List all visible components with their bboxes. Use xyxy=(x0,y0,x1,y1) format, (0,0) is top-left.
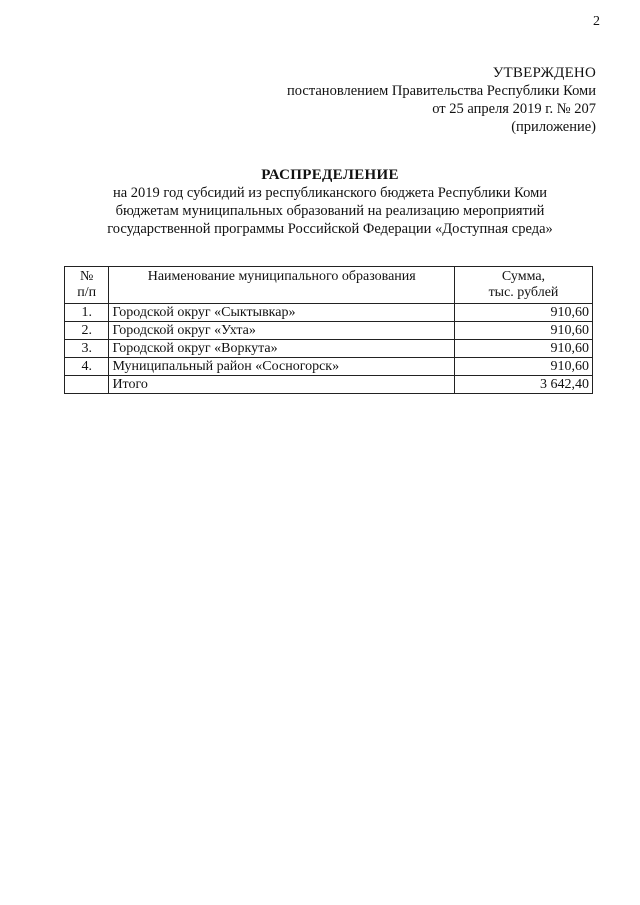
row-number: 2. xyxy=(65,322,109,340)
approval-line: постановлением Правительства Республики Коми xyxy=(287,83,596,99)
header-name: Наименование муниципального образования xyxy=(109,267,455,304)
table-row xyxy=(65,304,593,322)
table-total-row xyxy=(65,376,593,394)
page-number: 2 xyxy=(593,14,600,29)
total-label: Итого xyxy=(109,376,455,394)
title-subline: на 2019 год субсидий из республиканского бюджета Республики Коми xyxy=(112,185,548,201)
approval-line: (приложение) xyxy=(511,119,596,135)
title-subline: бюджетам муниципальных образований на реализацию мероприятий xyxy=(115,203,545,219)
title-subline: государственной программы Российской Федерации «Доступная среда» xyxy=(107,221,553,237)
row-name: Городской округ «Сыктывкар» xyxy=(109,304,455,322)
document-title: РАСПРЕДЕЛЕНИЕ xyxy=(261,167,399,183)
row-name: Городской округ «Воркута» xyxy=(109,340,455,358)
header-sum: Сумма, тыс. рублей xyxy=(454,267,592,304)
total-sum: 3 642,40 xyxy=(454,376,592,394)
row-sum: 910,60 xyxy=(454,322,592,340)
row-number: 4. xyxy=(65,358,109,376)
row-name: Городской округ «Ухта» xyxy=(109,322,455,340)
distribution-table xyxy=(64,266,593,394)
table-row xyxy=(65,322,593,340)
row-sum: 910,60 xyxy=(454,340,592,358)
approval-line: от 25 апреля 2019 г. № 207 xyxy=(432,101,596,117)
approval-stamp xyxy=(287,64,596,136)
row-name: Муниципальный район «Сосногорск» xyxy=(109,358,455,376)
total-number xyxy=(65,376,109,394)
approval-heading: УТВЕРЖДЕНО xyxy=(492,65,596,81)
row-number: 1. xyxy=(65,304,109,322)
header-number: № п/п xyxy=(65,267,109,304)
row-sum: 910,60 xyxy=(454,358,592,376)
row-number: 3. xyxy=(65,340,109,358)
document-title-block xyxy=(60,166,600,238)
table-header-row xyxy=(65,267,593,304)
table-row xyxy=(65,340,593,358)
table-row xyxy=(65,358,593,376)
row-sum: 910,60 xyxy=(454,304,592,322)
